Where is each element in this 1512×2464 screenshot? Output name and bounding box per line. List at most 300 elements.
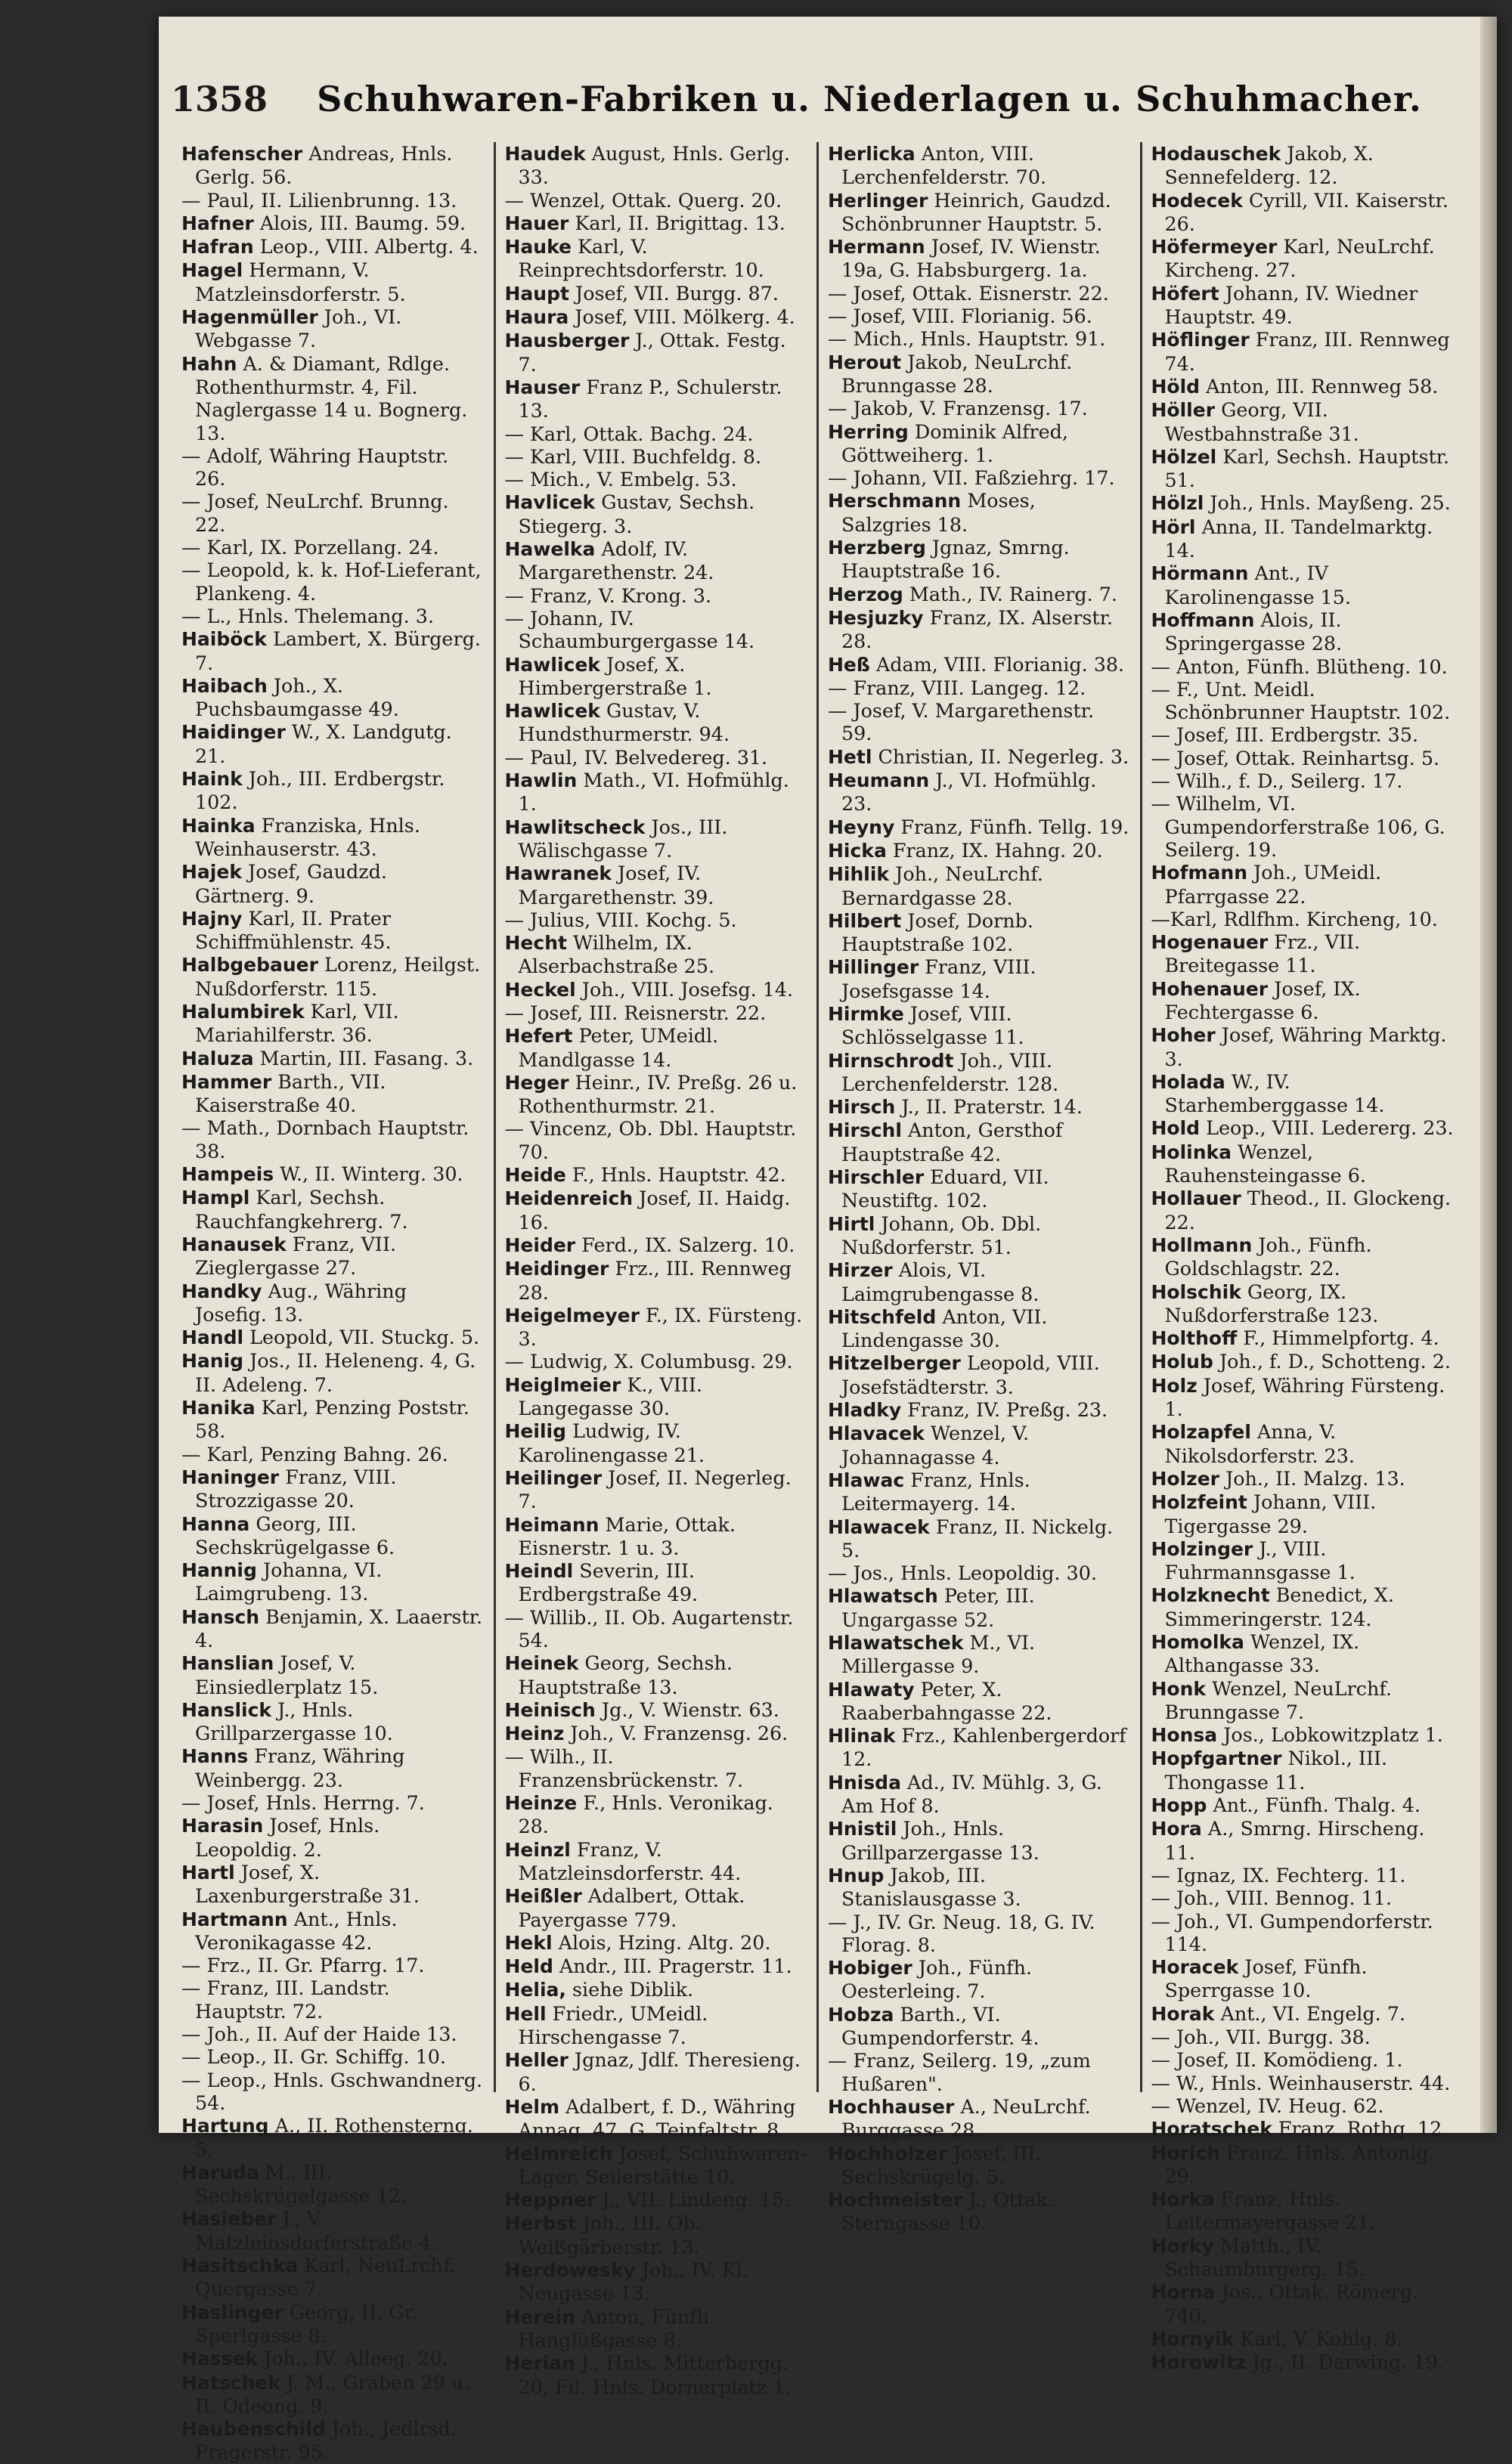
directory-entry bbox=[505, 189, 808, 212]
entry-name: Hauser bbox=[504, 376, 581, 398]
directory-entry bbox=[181, 814, 485, 861]
entry-name: Hell bbox=[504, 2002, 547, 2025]
entry-name: Heiglmeier bbox=[504, 1373, 621, 1396]
directory-entry bbox=[1151, 1887, 1457, 1909]
entry-name: Hirtl bbox=[828, 1212, 875, 1235]
entry-details: Ant., IV Karolinengasse 15. bbox=[1164, 562, 1351, 608]
entry-details: J., VI. Hofmühlg. 23. bbox=[841, 769, 1097, 816]
entry-details: Joh., NeuLrchf. Bernardgasse 28. bbox=[841, 862, 1043, 909]
entry-name: Haink bbox=[181, 768, 243, 791]
directory-entry bbox=[1151, 282, 1457, 329]
entry-details: Heinrich, Gaudzd. Schönbrunner Hauptstr. 5. bbox=[841, 188, 1111, 235]
directory-entry bbox=[505, 1606, 808, 1652]
directory-entry bbox=[828, 305, 1131, 327]
directory-entry bbox=[828, 1119, 1131, 1165]
directory-entry bbox=[181, 235, 485, 258]
directory-entry bbox=[1151, 1583, 1457, 1630]
directory-entry bbox=[828, 745, 1131, 769]
entry-details: — Adolf, Währing Hauptstr. 26. bbox=[181, 444, 449, 491]
entry-name: Hillinger bbox=[828, 956, 919, 979]
entry-details: Joh., f. D., Schotteng. 2. bbox=[1219, 1350, 1451, 1373]
directory-entry bbox=[1151, 189, 1457, 236]
entry-details: J., VIII. Fuhrmannsgasse 1. bbox=[1164, 1537, 1356, 1584]
entry-details: — Josef, Ottak. Eisnerstr. 22. bbox=[828, 281, 1109, 305]
directory-columns bbox=[172, 142, 1465, 2464]
directory-entry bbox=[181, 1954, 485, 1976]
entry-name: Hartmann bbox=[181, 1908, 288, 1930]
entry-details: — Leopold, k. k. Hof-Lieferant, Plankeng. 4. bbox=[181, 559, 482, 605]
entry-details: — Josef, Hnls. Herrng. 7. bbox=[181, 1791, 425, 1815]
directory-entry bbox=[828, 466, 1131, 489]
directory-entry bbox=[181, 559, 485, 605]
entry-name: Hitschfeld bbox=[828, 1305, 937, 1328]
entry-details: — Josef, III. Erdbergstr. 35. bbox=[1151, 723, 1419, 747]
entry-name: Heß bbox=[828, 653, 870, 676]
entry-details: Franz, VII. Zieglergasse 27. bbox=[195, 1232, 397, 1280]
entry-name: Hladky bbox=[828, 1399, 902, 1422]
directory-entry bbox=[828, 351, 1131, 398]
entry-name: Hasitschka bbox=[181, 2255, 299, 2277]
directory-entry bbox=[181, 1047, 485, 1070]
entry-name: Haura bbox=[504, 306, 569, 329]
entry-name: Holada bbox=[1151, 1070, 1225, 1093]
directory-entry bbox=[828, 1305, 1131, 1352]
entry-details: Alois, VI. Laimgrubengasse 8. bbox=[841, 1258, 1040, 1305]
entry-details: —Karl, Rdlfhm. Kircheng, 10. bbox=[1151, 907, 1438, 930]
entry-details: — Josef, II. Komödieng. 1. bbox=[1151, 2048, 1403, 2072]
directory-entry bbox=[828, 489, 1131, 536]
entry-details: Georg, II. Gr. Sperlgasse 8. bbox=[195, 2300, 417, 2347]
entry-name: Hasieber bbox=[181, 2208, 277, 2230]
entry-details: Franz, II. Nickelg. 5. bbox=[841, 1515, 1114, 1562]
entry-name: Hatschek bbox=[181, 2371, 280, 2394]
entry-details: Josef, V. Einsiedlerplatz 15. bbox=[195, 1651, 379, 1698]
directory-entry bbox=[505, 1955, 808, 1978]
directory-entry bbox=[505, 212, 808, 235]
directory-entry bbox=[828, 1258, 1131, 1305]
directory-entry bbox=[505, 537, 808, 584]
entry-details: Severin, III. Erdbergstraße 49. bbox=[518, 1559, 699, 1606]
entry-details: Marie, Ottak. Eisnerstr. 1 u. 3. bbox=[518, 1512, 736, 1559]
directory-entry bbox=[505, 2212, 808, 2258]
entry-details: Alois, Hzing. Altg. 20. bbox=[558, 1930, 771, 1954]
directory-entry bbox=[505, 2002, 808, 2049]
entry-name: Hlawacek bbox=[828, 1515, 930, 1538]
entry-details: — L., Hnls. Thelemang. 3. bbox=[181, 604, 434, 627]
directory-entry bbox=[505, 862, 808, 909]
directory-entry bbox=[505, 329, 808, 376]
directory-entry bbox=[505, 699, 808, 746]
entry-details: Frz., VII. Breitegasse 11. bbox=[1164, 930, 1361, 977]
directory-entry bbox=[181, 860, 485, 907]
entry-details: Georg, III. Sechskrügelgasse 6. bbox=[195, 1512, 395, 1559]
directory-entry bbox=[828, 142, 1131, 189]
directory-entry bbox=[505, 909, 808, 931]
entry-details: Johann, Ob. Dbl. Nußdorferstr. 51. bbox=[841, 1212, 1042, 1258]
entry-details: — Willib., II. Ob. Augartenstr. 54. bbox=[504, 1605, 794, 1651]
entry-details: Joh., Hnls. Grillparzergasse 13. bbox=[841, 1817, 1040, 1864]
entry-details: Jg., II. Darwing. 19. bbox=[1252, 2351, 1444, 2374]
entry-name: Hartl bbox=[181, 1861, 235, 1884]
entry-name: Hörl bbox=[1151, 515, 1196, 538]
entry-name: Hnup bbox=[828, 1864, 885, 1887]
directory-entry bbox=[181, 2114, 485, 2161]
directory-entry bbox=[505, 1978, 808, 2001]
directory-entry bbox=[828, 189, 1131, 236]
directory-entry bbox=[505, 816, 808, 862]
entry-name: Honk bbox=[1151, 1677, 1207, 1700]
entry-name: Hawlicek bbox=[504, 653, 600, 676]
entry-name: Hansch bbox=[181, 1605, 260, 1628]
entry-name: Hanna bbox=[181, 1512, 250, 1535]
entry-name: Horak bbox=[1151, 2002, 1215, 2025]
entry-details: A., Smrng. Hirscheng. 11. bbox=[1164, 1817, 1425, 1864]
directory-entry bbox=[505, 1698, 808, 1722]
directory-entry bbox=[181, 1908, 485, 1955]
entry-details: Joh., UMeidl. Pfarrgasse 22. bbox=[1164, 861, 1382, 908]
directory-entry bbox=[1151, 2187, 1457, 2234]
entry-details: — Paul, II. Lilienbrunng. 13. bbox=[181, 188, 457, 212]
entry-name: Hajny bbox=[181, 907, 243, 930]
directory-entry bbox=[828, 282, 1131, 305]
directory-entry bbox=[505, 1350, 808, 1373]
directory-entry bbox=[181, 444, 485, 491]
directory-entry bbox=[1151, 1374, 1457, 1421]
directory-entry bbox=[1151, 515, 1457, 562]
entry-name: Hnisda bbox=[828, 1771, 901, 1794]
directory-entry bbox=[1151, 1234, 1457, 1280]
entry-details: Joh., Fünfh. Oesterleing. 7. bbox=[841, 1956, 1033, 2003]
entry-name: Handl bbox=[181, 1326, 244, 1349]
directory-entry bbox=[1151, 1864, 1457, 1887]
entry-name: Hawlitscheck bbox=[504, 816, 646, 838]
entry-details: Anton, Fünfh. Hanglüßgasse 8. bbox=[518, 2305, 715, 2351]
entry-name: Hlawac bbox=[828, 1469, 905, 1491]
entry-details: Hermann, V. Matzleinsdorferstr. 5. bbox=[195, 258, 406, 305]
directory-entry bbox=[828, 653, 1131, 676]
directory-entry bbox=[828, 909, 1131, 956]
directory-entry bbox=[828, 816, 1131, 839]
entry-name: Holthoff bbox=[1151, 1327, 1238, 1350]
entry-name: Hanig bbox=[181, 1350, 244, 1373]
entry-details: Adam, VIII. Florianig. 38. bbox=[875, 652, 1125, 676]
entry-details: Jgnaz, Jdlf. Theresieng. 6. bbox=[518, 2048, 801, 2095]
directory-entry bbox=[505, 1024, 808, 1071]
directory-entry bbox=[505, 1745, 808, 1791]
entry-details: Anton, III. Rennweg 58. bbox=[1206, 374, 1439, 398]
entry-name: Höflinger bbox=[1151, 329, 1250, 351]
entry-details: Joh., III. Ob. Weißgärberstr. 13. bbox=[518, 2212, 702, 2258]
entry-name: Helm bbox=[504, 2095, 559, 2118]
entry-name: Heumann bbox=[828, 769, 930, 792]
directory-entry bbox=[505, 282, 808, 305]
directory-entry bbox=[1151, 792, 1457, 861]
entry-details: — Franz, V. Krong. 3. bbox=[504, 583, 712, 607]
entry-details: Franz, Hnls. Leitermayerg. 14. bbox=[841, 1468, 1030, 1515]
directory-entry bbox=[1151, 1747, 1457, 1794]
directory-entry bbox=[1151, 1187, 1457, 1234]
entry-details: — Josef, NeuLrchf. Brunng. 22. bbox=[181, 490, 449, 536]
directory-entry bbox=[828, 699, 1131, 745]
directory-entry bbox=[181, 2254, 485, 2301]
entry-details: Anna, V. Nikolsdorferstr. 23. bbox=[1164, 1420, 1356, 1467]
entry-name: Heißler bbox=[504, 1885, 582, 1908]
directory-entry bbox=[181, 1280, 485, 1326]
entry-details: — W., Hnls. Weinhauserstr. 44. bbox=[1151, 2071, 1451, 2094]
entry-details: August, Hnls. Gerlg. 33. bbox=[518, 142, 791, 189]
entry-details: Josef, VII. Burgg. 87. bbox=[575, 281, 779, 305]
entry-details: Ant., Hnls. Veronikagasse 42. bbox=[195, 1907, 398, 1954]
entry-details: Johann, IV. Wiedner Hauptstr. 49. bbox=[1164, 281, 1418, 329]
entry-name: Havlicek bbox=[504, 491, 596, 514]
entry-details: Benedict, X. Simmeringerstr. 124. bbox=[1164, 1583, 1394, 1630]
entry-details: — Wilh., II. Franzensbrückenstr. 7. bbox=[504, 1745, 744, 1791]
entry-name: Hirzer bbox=[828, 1259, 893, 1282]
entry-name: Harasin bbox=[181, 1815, 264, 1837]
running-title: Schuhwaren-Fabriken u. Niederlagen u. Schuhmacher. bbox=[317, 79, 1422, 119]
directory-entry bbox=[505, 2351, 808, 2398]
entry-details: Benjamin, X. Laaerstr. 4. bbox=[195, 1605, 483, 1651]
entry-details: J. M., Graben 29 u. II. Odeong. 9. bbox=[195, 2370, 470, 2417]
entry-name: Heckel bbox=[504, 978, 576, 1001]
entry-details: Josef, Währing Fürsteng. 1. bbox=[1164, 1373, 1445, 1421]
directory-entry bbox=[505, 1304, 808, 1351]
entry-details: Anton, VIII. Lerchenfelderstr. 70. bbox=[841, 142, 1047, 189]
entry-name: Höfert bbox=[1151, 282, 1219, 305]
directory-entry bbox=[181, 2069, 485, 2115]
directory-entry bbox=[1151, 1677, 1457, 1724]
entry-name: Heigelmeyer bbox=[504, 1304, 640, 1326]
entry-details: Josef, X. Himbergerstraße 1. bbox=[518, 652, 712, 699]
entry-name: Holz bbox=[1151, 1374, 1198, 1397]
entry-details: — Vincenz, Ob. Dbl. Hauptstr. 70. bbox=[504, 1117, 797, 1163]
directory-entry bbox=[181, 953, 485, 1000]
directory-entry bbox=[181, 1512, 485, 1559]
entry-name: Haibach bbox=[181, 674, 268, 697]
entry-name: Hitzelberger bbox=[828, 1352, 961, 1375]
directory-entry bbox=[1151, 1023, 1457, 1070]
directory-entry bbox=[505, 1373, 808, 1420]
entry-name: Halbgebauer bbox=[181, 954, 318, 977]
entry-details: M., III. Sechskrügelgasse 12. bbox=[195, 2160, 407, 2208]
directory-entry bbox=[828, 1724, 1131, 1771]
entry-name: Hefert bbox=[504, 1025, 573, 1048]
entry-details: Franz, Währing Weinbergg. 23. bbox=[195, 1744, 405, 1791]
directory-entry bbox=[505, 1513, 808, 1560]
entry-name: Herzog bbox=[828, 583, 903, 605]
entry-details: Joh., VIII. Josefsg. 14. bbox=[581, 977, 794, 1001]
entry-name: Herdowesky bbox=[504, 2259, 636, 2282]
directory-entry bbox=[1151, 142, 1457, 189]
directory-entry bbox=[1151, 2234, 1457, 2281]
entry-details: Jakob, X. Sennefelderg. 12. bbox=[1164, 142, 1374, 189]
entry-details: Adalbert, Ottak. Payergasse 779. bbox=[518, 1884, 745, 1931]
entry-details: Karl, V. Kohlg. 8. bbox=[1240, 2326, 1403, 2350]
entry-details: Franz, Hnls. Leitermayergasse 21. bbox=[1164, 2187, 1376, 2234]
entry-name: Heinisch bbox=[504, 1698, 596, 1721]
directory-entry bbox=[181, 1116, 485, 1162]
entry-details: J., VII. Lindeng. 15. bbox=[602, 2188, 791, 2212]
directory-entry bbox=[1151, 678, 1457, 724]
directory-entry bbox=[505, 607, 808, 653]
directory-entry bbox=[1151, 2072, 1457, 2094]
entry-name: Heller bbox=[504, 2049, 569, 2072]
entry-details: A., II. Rothensterng. 5. bbox=[195, 2114, 473, 2161]
entry-details: Joh., VI. Webgasse 7. bbox=[195, 305, 402, 352]
entry-name: Haudek bbox=[504, 143, 586, 165]
entry-details: Josef, IV. Wienstr. 19a, G. Habsburgerg. 1a. bbox=[841, 235, 1101, 282]
entry-details: Wilhelm, IX. Alserbachstraße 25. bbox=[518, 931, 715, 978]
entry-name: Hornyik bbox=[1151, 2327, 1235, 2350]
entry-name: Heinze bbox=[504, 1792, 578, 1815]
entry-details: Alois, III. Baumg. 59. bbox=[259, 211, 466, 234]
entry-name: Hawlicek bbox=[504, 700, 600, 723]
entry-details: Wenzel, IX. Althangasse 33. bbox=[1164, 1630, 1360, 1677]
directory-entry bbox=[828, 955, 1131, 1002]
directory-entry bbox=[828, 839, 1131, 862]
entry-details: Eduard, VII. Neustiftg. 102. bbox=[841, 1165, 1049, 1212]
directory-entry bbox=[505, 653, 808, 700]
directory-entry bbox=[828, 1911, 1131, 1957]
entry-name: Heider bbox=[504, 1234, 576, 1256]
entry-details: W., IV. Starhemberggasse 14. bbox=[1164, 1069, 1385, 1117]
directory-entry bbox=[1151, 1794, 1457, 1817]
entry-name: Holzknecht bbox=[1151, 1584, 1270, 1607]
entry-name: Heilinger bbox=[504, 1466, 603, 1489]
directory-entry bbox=[181, 2347, 485, 2370]
directory-entry bbox=[181, 2045, 485, 2068]
directory-entry bbox=[1151, 747, 1457, 769]
directory-entry bbox=[505, 978, 808, 1001]
entry-details: — Josef, Ottak. Reinhartsg. 5. bbox=[1151, 746, 1440, 769]
entry-name: Hodauschek bbox=[1151, 143, 1281, 165]
entry-name: Hopp bbox=[1151, 1794, 1207, 1817]
directory-entry bbox=[828, 327, 1131, 350]
directory-entry bbox=[505, 235, 808, 282]
directory-entry bbox=[181, 1349, 485, 1396]
entry-details: Wenzel, Rauhensteingasse 6. bbox=[1164, 1140, 1366, 1187]
entry-name: Hlawatschek bbox=[828, 1632, 964, 1654]
directory-entry bbox=[1151, 1141, 1457, 1187]
entry-name: Hofmann bbox=[1151, 862, 1247, 884]
directory-entry bbox=[505, 468, 808, 491]
directory-entry bbox=[1151, 1910, 1457, 1956]
entry-name: Hlavacek bbox=[828, 1422, 925, 1445]
entry-details: Martin, III. Fasang. 3. bbox=[259, 1046, 474, 1069]
entry-details: Friedr., UMeidl. Hirschengasse 7. bbox=[518, 2001, 708, 2049]
directory-entry bbox=[181, 189, 485, 212]
entry-name: Horky bbox=[1151, 2234, 1214, 2257]
directory-entry bbox=[1151, 1817, 1457, 1864]
entry-name: Hörmann bbox=[1151, 562, 1249, 585]
directory-entry bbox=[1151, 861, 1457, 908]
directory-entry bbox=[181, 627, 485, 674]
directory-entry bbox=[181, 2417, 485, 2464]
entry-name: Holzinger bbox=[1151, 1537, 1253, 1560]
entry-name: Hammer bbox=[181, 1070, 272, 1093]
entry-details: — Karl, IX. Porzellang. 24. bbox=[181, 536, 439, 559]
entry-name: Hausberger bbox=[504, 330, 630, 352]
entry-details: Karl, NeuLrchf. Kircheng. 27. bbox=[1164, 235, 1435, 282]
directory-entry bbox=[1151, 723, 1457, 746]
directory-entry bbox=[828, 2188, 1131, 2235]
entry-name: Hajek bbox=[181, 861, 242, 884]
entry-details: Theod., II. Glockeng. 22. bbox=[1164, 1187, 1452, 1234]
entry-details: Peter, III. Ungargasse 52. bbox=[841, 1584, 1035, 1631]
directory-entry bbox=[505, 2142, 808, 2189]
directory-entry bbox=[828, 420, 1131, 467]
entry-details: — F., Unt. Meidl. Schönbrunner Hauptstr. 102. bbox=[1151, 677, 1451, 724]
entry-details: Jos., Ottak. Römerg. 740. bbox=[1164, 2280, 1419, 2327]
entry-details: Georg, Sechsh. Hauptstraße 13. bbox=[518, 1651, 733, 1698]
directory-entry bbox=[181, 605, 485, 627]
directory-entry bbox=[505, 1838, 808, 1885]
entry-details: Dominik Alfred, Göttweiherg. 1. bbox=[841, 419, 1069, 466]
entry-name: Herein bbox=[504, 2305, 576, 2328]
entry-details: Frz., Kahlenbergerdorf 12. bbox=[841, 1724, 1126, 1771]
directory-entry bbox=[181, 2371, 485, 2418]
entry-details: Gustav, V. Hundsthurmerstr. 94. bbox=[518, 699, 730, 746]
entry-details: J., Ottak. Sterngasse 10. bbox=[841, 2188, 1054, 2235]
entry-name: Halumbirek bbox=[181, 1000, 305, 1023]
entry-name: Horacek bbox=[1151, 1956, 1239, 1979]
entry-details: — Ludwig, X. Columbusg. 29. bbox=[504, 1350, 793, 1373]
entry-name: Hoffmann bbox=[1151, 608, 1255, 631]
entry-details: Karl, II. Brigittag. 13. bbox=[575, 211, 785, 234]
directory-entry bbox=[828, 1398, 1131, 1422]
entry-name: Heinek bbox=[504, 1652, 579, 1675]
entry-name: Hahn bbox=[181, 352, 237, 375]
entry-details: Joh., IV. Kl. Neugasse 13. bbox=[518, 2258, 748, 2305]
entry-details: Joh., Jedlrsd. Pragerstr. 95. bbox=[195, 2417, 457, 2464]
directory-entry bbox=[1151, 562, 1457, 608]
entry-details: Josef, III. Sechskrügelg. 5. bbox=[841, 2141, 1042, 2188]
entry-details: Franz, Fünfh. Tellg. 19. bbox=[900, 815, 1129, 838]
directory-entry bbox=[1151, 398, 1457, 445]
entry-name: Herschmann bbox=[828, 490, 962, 512]
directory-entry bbox=[181, 907, 485, 954]
entry-details: Barth., VI. Gumpendorferstr. 4. bbox=[841, 2002, 1040, 2050]
entry-details: Peter, UMeidl. Mandlgasse 14. bbox=[518, 1024, 719, 1071]
entry-name: Herring bbox=[828, 420, 909, 443]
directory-entry bbox=[181, 1814, 485, 1861]
entry-details: Josef, IV. Margarethenstr. 39. bbox=[518, 862, 714, 909]
entry-details: Josef, X. Laxenburgerstraße 31. bbox=[195, 1860, 420, 1908]
entry-details: Peter, X. Raaberbahngasse 22. bbox=[841, 1677, 1052, 1724]
page-number: 1358 bbox=[171, 79, 268, 119]
entry-name: Hold bbox=[1151, 1117, 1201, 1140]
directory-entry bbox=[181, 1744, 485, 1791]
entry-name: Herian bbox=[504, 2352, 575, 2375]
directory-entry bbox=[828, 1562, 1131, 1584]
entry-details: Wenzel, V. Johannagasse 4. bbox=[841, 1422, 1030, 1469]
entry-details: Math., VI. Hofmühlg. 1. bbox=[518, 769, 789, 816]
entry-name: Haninger bbox=[181, 1466, 280, 1488]
entry-name: Hölzl bbox=[1151, 492, 1204, 515]
directory-entry bbox=[181, 1186, 485, 1233]
directory-entry bbox=[1151, 930, 1457, 977]
directory-entry bbox=[181, 1976, 485, 2023]
directory-entry bbox=[505, 2188, 808, 2212]
entry-name: Held bbox=[504, 1955, 553, 1978]
entry-details: Georg, IX. Nußdorferstraße 123. bbox=[1164, 1280, 1379, 1326]
entry-details: W., II. Winterg. 30. bbox=[280, 1162, 463, 1186]
entry-name: Honsa bbox=[1151, 1724, 1218, 1747]
entry-details: Josef, Gaudzd. Gärtnerg. 9. bbox=[195, 860, 387, 907]
entry-details: Franz P., Schulerstr. 13. bbox=[518, 375, 782, 423]
entry-name: Hirschl bbox=[828, 1119, 902, 1142]
entry-name: Hochmeister bbox=[828, 2189, 963, 2212]
